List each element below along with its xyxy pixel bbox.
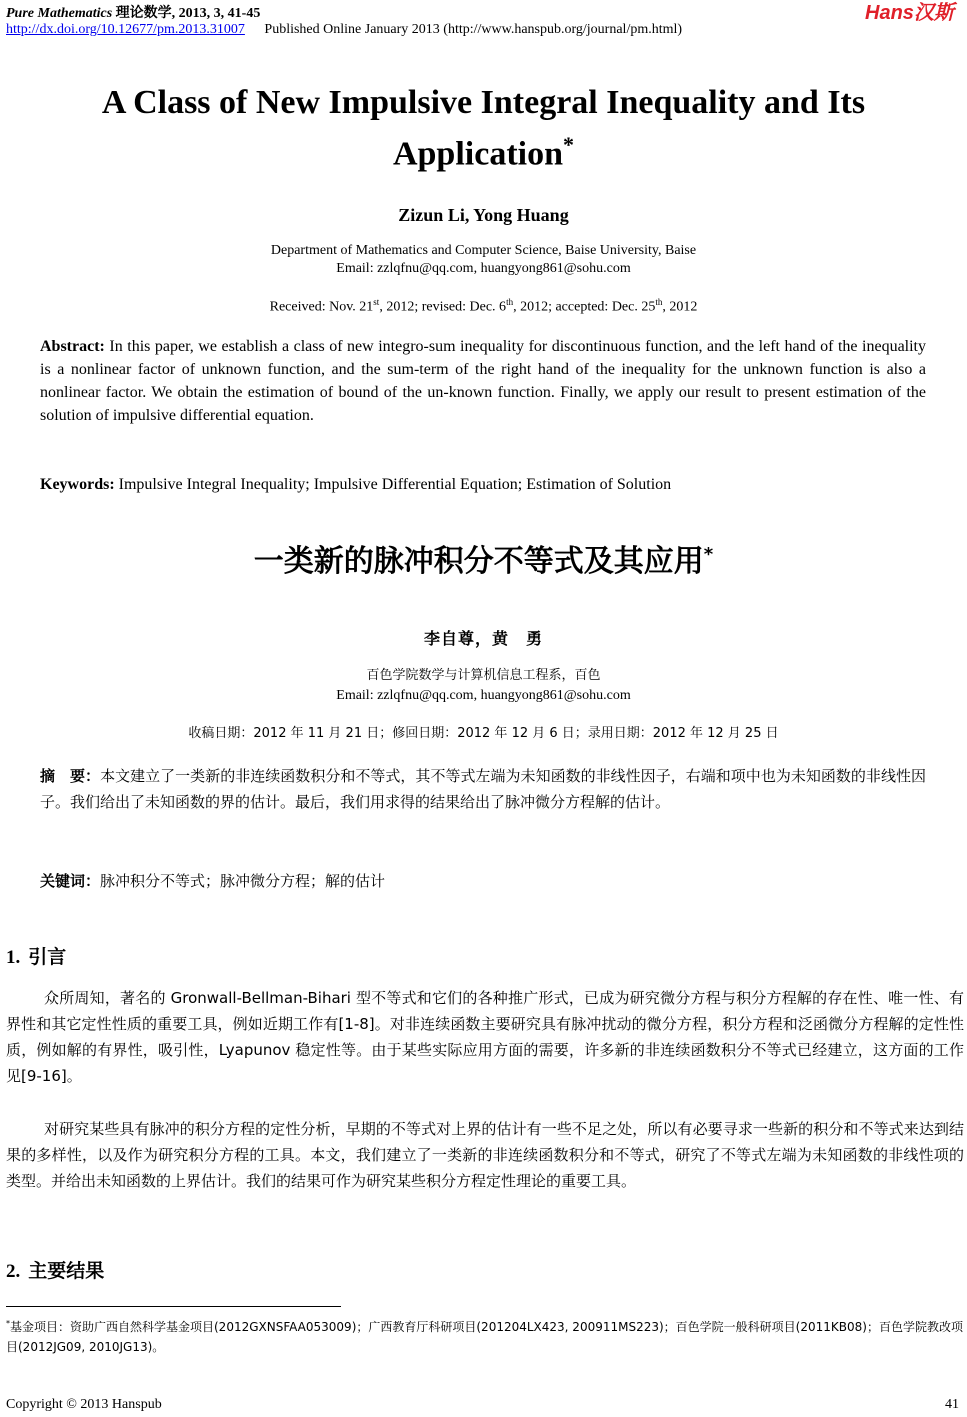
section-1-paragraph-2: 对研究某些具有脉冲的积分方程的定性分析，早期的不等式对上界的估计有一些不足之处，所以有必要寻求一些新的积分和不等式来达到结果的多样性，以及作为研究积分方程的工具。本文，我们建立了一类新的非连续函数积分和不等式，研究了不等式左端为未知函数的非线性项的类型。并给出未知函数的上界估计。我们的结果可作为研究某些积分方程定性理论的重要工具。 (6, 1120, 964, 1190)
revised-date: , 2012; revised: Dec. 6 (379, 299, 507, 315)
cn-abstract-text: 本文建立了一类新的非连续函数积分和不等式，其不等式左端为未知函数的非线性因子，右端和项中也为未知函数的非线性因子。我们给出了未知函数的界的估计。最后，我们用求得的结果给出了脉冲微分方程解的估计。 (40, 767, 926, 811)
cn-affiliation-dept: 百色学院数学与计算机信息工程系，百色 (366, 668, 601, 683)
section-2-number: 2. (6, 1261, 21, 1282)
affiliation-email: Email: zzlqfnu@qq.com, huangyong861@sohu.com (336, 261, 631, 276)
section-1-paragraph-1: 众所周知，著名的 Gronwall-Bellman-Bihari 型不等式和它们的各种推广形式，已成为研究微分方程与积分方程解的存在性、唯一性、有界性和其它定性性质的重要工具，例如近期工作有[1-8]。对非连续函数主要研究具有脉冲扰动的微分方程，积分方程和泛函微分方程解的定性性质，例如解的有界性，吸引性，Lyapunov 稳定性等。由于某些实际应用方面的需要，许多新的非连续函数积分不等式已经建立，这方面的工作见[9-16]。 (6, 989, 964, 1085)
header-links (6, 22, 682, 38)
affiliation (0, 242, 967, 278)
keywords (40, 473, 926, 496)
cn-title (0, 536, 967, 580)
abstract-label: Abstract: (40, 338, 105, 355)
cn-affiliation (0, 666, 967, 706)
footnote-divider (6, 1306, 341, 1307)
section-2-heading (6, 1256, 104, 1283)
received-date: Received: Nov. 21 (269, 299, 374, 315)
journal-cn-citation: 理论数学, 2013, 3, 41-45 (112, 6, 261, 21)
footnote-text: 基金项目：资助广西自然科学基金项目(2012GXNSFAA053009)；广西教育厅科研项目(201204LX423, 200911MS223)；百色学院一般科研项目(2011KB08)；百色学院教改项目(2012JG09, 2010JG13)。 (6, 1320, 963, 1354)
hans-logo-icon (865, 0, 961, 24)
title-footnote-mark: * (563, 132, 575, 157)
abstract-text: In this paper, we establish a class of new integro-sum inequality for discontinuous function, and the left hand of the inequality is a nonlinear factor of unknown function, and the sum-term of the right hand of the inequality for the unknown function is also a nonlinear factor. We obtain the estimation of bound of the un-known function. Finally, we apply our result to present estimation of the solution of impulsive differential equation. (40, 338, 927, 424)
journal-header (6, 2, 260, 22)
hans-logo-text: Hans汉斯 (865, 2, 954, 24)
cn-title-text: 一类新的脉冲积分不等式及其应用 (253, 544, 704, 579)
keywords-label: Keywords: (40, 476, 115, 493)
accepted-year: , 2012 (662, 299, 698, 315)
accepted-date: , 2012; accepted: Dec. 25 (513, 299, 656, 315)
cn-keywords-label: 关键词： (40, 872, 101, 890)
cn-abstract-label: 摘 要： (40, 767, 101, 785)
cn-affiliation-email: Email: zzlqfnu@qq.com, huangyong861@sohu.com (336, 688, 631, 703)
journal-name: Pure Mathematics (6, 6, 113, 21)
cn-keywords-text: 脉冲积分不等式；脉冲微分方程；解的估计 (100, 872, 386, 890)
accepted-sup: th (655, 297, 663, 307)
hans-logo (865, 0, 961, 24)
copyright: Copyright © 2013 Hanspub (6, 1397, 162, 1412)
authors: Zizun Li, Yong Huang (398, 205, 569, 225)
footnote (6, 1314, 964, 1357)
cn-dates: 收稿日期：2012 年 11 月 21 日；修回日期：2012 年 12 月 6 日；录用日期：2012 年 12 月 25 日 (188, 726, 779, 741)
doi-link[interactable]: http://dx.doi.org/10.12677/pm.2013.31007 (6, 22, 245, 37)
section-2-title: 主要结果 (28, 1260, 105, 1282)
cn-authors: 李自尊，黄 勇 (423, 629, 543, 648)
page-number: 41 (945, 1397, 959, 1412)
received-sup: st (373, 297, 380, 307)
published-online: Published Online January 2013 (http://www.hanspub.org/journal/pm.html) (264, 22, 683, 37)
cn-keywords (40, 870, 926, 891)
cn-title-mark: * (703, 544, 714, 565)
keywords-text: Impulsive Integral Inequality; Impulsive Differential Equation; Estimation of Solution (118, 476, 672, 493)
cn-abstract (40, 763, 926, 815)
paper-title (40, 82, 927, 175)
revised-sup: th (506, 297, 514, 307)
section-1-number: 1. (6, 947, 21, 968)
footnote-mark: * (6, 1319, 10, 1328)
section-1-heading (6, 942, 66, 969)
paper-title-text: A Class of New Impulsive Integral Inequality and Its Application (101, 84, 866, 173)
affiliation-dept: Department of Mathematics and Computer Science, Baise University, Baise (270, 243, 697, 258)
received-dates (0, 297, 967, 316)
section-1-title: 引言 (28, 946, 67, 968)
abstract (40, 335, 926, 427)
